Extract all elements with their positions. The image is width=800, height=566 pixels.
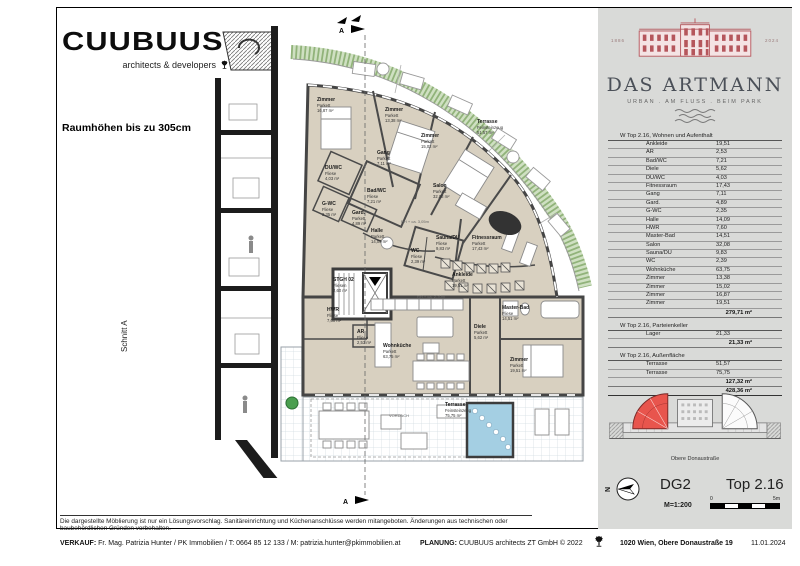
table-row: Halle 14,09 bbox=[608, 217, 782, 225]
planung-line: PLANUNG: CUUBUUS architects ZT GmbH © 2022 bbox=[420, 540, 583, 547]
room-label: Zimmer Parkett 13,38 m² bbox=[385, 107, 404, 124]
unit-label: Top 2.16 bbox=[726, 476, 784, 493]
table-row: Zimmer 16,87 bbox=[608, 292, 782, 300]
brand-tagline: URBAN . AM FLUSS . BEIM PARK bbox=[627, 99, 763, 105]
plan-annotation: VORDACH bbox=[389, 413, 410, 418]
table-row: WC 2,39 bbox=[608, 258, 782, 266]
room-label: Terrasse Feinsteinzeug 51,57 m² bbox=[477, 119, 504, 136]
scale-five: 5m bbox=[773, 496, 780, 502]
room-height-note: Raumhöhen bis zu 305cm bbox=[62, 122, 191, 134]
logo-text: CUUBUUS bbox=[62, 26, 224, 56]
brand-title: DAS ARTMANN bbox=[606, 74, 784, 96]
address-label: 1020 Wien, Obere Donaustraße 19 bbox=[620, 540, 733, 547]
room-label: G-WC Fliese 2,35 m² bbox=[322, 201, 337, 218]
table-row: Terrasse 75,75 bbox=[608, 370, 782, 378]
table-row: Salon 32,08 bbox=[608, 242, 782, 250]
info-panel bbox=[598, 8, 792, 529]
scale-zero: 0 bbox=[710, 496, 713, 502]
section-arrow-bottom-icon bbox=[355, 496, 369, 504]
room-label: Bad/WC Fliese 7,21 m² bbox=[367, 188, 387, 205]
schnitt-a-label: Schnitt A bbox=[120, 320, 129, 352]
table-row: AR 2,53 bbox=[608, 149, 782, 157]
site-plan bbox=[607, 384, 783, 454]
copyright: © 2022 bbox=[559, 540, 583, 547]
table-row: Master-Bad 14,51 bbox=[608, 233, 782, 241]
table-row: G-WC 2,35 bbox=[608, 208, 782, 216]
section-marker-bottom: A bbox=[343, 499, 349, 506]
logo-subtitle: architects & developers bbox=[122, 59, 216, 70]
verkauf-line: VERKAUF: Fr. Mag. Patrizia Hunter / PK Immobilien / T: 0664 85 12 133 / M: patrizia.hunter@pkimmobilien.at bbox=[60, 540, 401, 547]
table-row: Lager 21,33 bbox=[608, 331, 782, 339]
plan-annotation: RH + ca. 2,70m bbox=[417, 294, 445, 299]
section-arrow-top-icon bbox=[351, 25, 365, 33]
room-label: Zimmer Parkett 15,02 m² bbox=[421, 133, 440, 150]
table-row: Diele 5,62 bbox=[608, 166, 782, 174]
scale-bar bbox=[710, 496, 780, 509]
river-waves-icon bbox=[673, 108, 717, 124]
room-label: WC Fliese 2,39 m² bbox=[411, 248, 426, 265]
floor-plan-drawing bbox=[205, 7, 595, 523]
table-row: Gard. 4,89 bbox=[608, 200, 782, 208]
table-row: Gang 7,11 bbox=[608, 191, 782, 199]
table-row: Terrasse 51,57 bbox=[608, 361, 782, 369]
room-label: Sauna/DU Fliese 9,83 m² bbox=[436, 235, 460, 252]
table-row: HWR 7,60 bbox=[608, 225, 782, 233]
table-row: Wohnküche 63,75 bbox=[608, 267, 782, 275]
logo-block bbox=[62, 26, 224, 70]
area-table bbox=[608, 132, 782, 400]
year-right: 2024 bbox=[765, 37, 780, 43]
section-title: W Top 2.16, Wohnen und Aufenthalt bbox=[608, 132, 782, 141]
section-title: W Top 2.16, Außenfläche bbox=[608, 352, 782, 361]
scale-bar-segments bbox=[710, 503, 780, 509]
table-row: DU/WC 4,03 bbox=[608, 175, 782, 183]
year-left: 1886 bbox=[610, 37, 625, 43]
north-label: N bbox=[605, 486, 613, 493]
room-label: Ankleide Parkett 19,51 m² bbox=[452, 272, 473, 289]
room-label: DU/WC Fliese 4,03 m² bbox=[325, 165, 342, 182]
room-label: Wohnküche Parkett 63,75 m² bbox=[383, 343, 412, 360]
floor-plan bbox=[205, 7, 595, 523]
section-total: 279,71 m² bbox=[608, 309, 782, 318]
room-label: Master-Bad Fliese 14,51 m² bbox=[502, 305, 530, 322]
north-arrow-icon bbox=[337, 15, 361, 24]
room-label: AR Fliese 2,53 m² bbox=[357, 329, 372, 346]
building-illustration bbox=[632, 18, 758, 62]
table-section-keller bbox=[608, 322, 782, 348]
room-label: Zimmer Parkett 16,87 m² bbox=[317, 97, 336, 114]
grand-total: 428,36 m² bbox=[608, 387, 782, 396]
table-row: Zimmer 19,51 bbox=[608, 300, 782, 308]
room-label: STGH 02 Fliesen 2,60 m² bbox=[333, 277, 354, 294]
date-label: 11.01.2024 bbox=[751, 540, 786, 547]
room-label: Diele Parkett 5,62 m² bbox=[474, 324, 489, 341]
room-label: Halle Parkett 14,09 m² bbox=[371, 228, 388, 245]
section-total: 21,33 m² bbox=[608, 339, 782, 348]
table-row: Sauna/DU 9,83 bbox=[608, 250, 782, 258]
disclaimer-text: Die dargestellte Möblierung ist nur ein Lösungsvorschlag. Sanitäreinrichtung und Küchenanschlüsse werden mitangeboten. Änderungen aus technischen oder baubehördlichen Gründen vorbehalten. bbox=[60, 515, 532, 532]
table-row: Zimmer 15,02 bbox=[608, 284, 782, 292]
table-row: Fitnessraum 17,43 bbox=[608, 183, 782, 191]
section-title: W Top 2.16, Parteienkeller bbox=[608, 322, 782, 331]
tree-icon bbox=[286, 397, 298, 409]
plan-annotation: RH + ca. 3,05m bbox=[401, 219, 429, 224]
section-marker-top: A bbox=[339, 28, 345, 35]
room-label: Zimmer Parkett 19,51 m² bbox=[510, 357, 529, 374]
room-label: Salon Parkett 32,08 m² bbox=[433, 183, 450, 200]
room-label: Gard. Parkett 4,89 m² bbox=[352, 210, 367, 227]
north-compass-icon bbox=[615, 476, 641, 502]
room-label: HWR Fliese 7,60 m² bbox=[327, 307, 342, 324]
austrian-eagle-icon bbox=[592, 534, 606, 553]
room-label: Terrasse Feinsteinzeug 75,75 m² bbox=[445, 402, 472, 419]
scale-label: M=1:200 bbox=[664, 502, 692, 509]
street-label: Obere Donaustraße bbox=[670, 456, 720, 462]
room-label: Fitnessraum Parkett 17,43 m² bbox=[472, 235, 502, 252]
level-label: DG2 bbox=[660, 476, 691, 493]
table-row: Ankleide 19,51 bbox=[608, 141, 782, 149]
room-label: Gang Parkett 7,11 m² bbox=[377, 150, 391, 167]
section-total: 127,32 m² bbox=[608, 378, 782, 387]
table-row: Zimmer 13,38 bbox=[608, 275, 782, 283]
table-row: Bad/WC 7,21 bbox=[608, 158, 782, 166]
table-section-wohnen bbox=[608, 132, 782, 318]
